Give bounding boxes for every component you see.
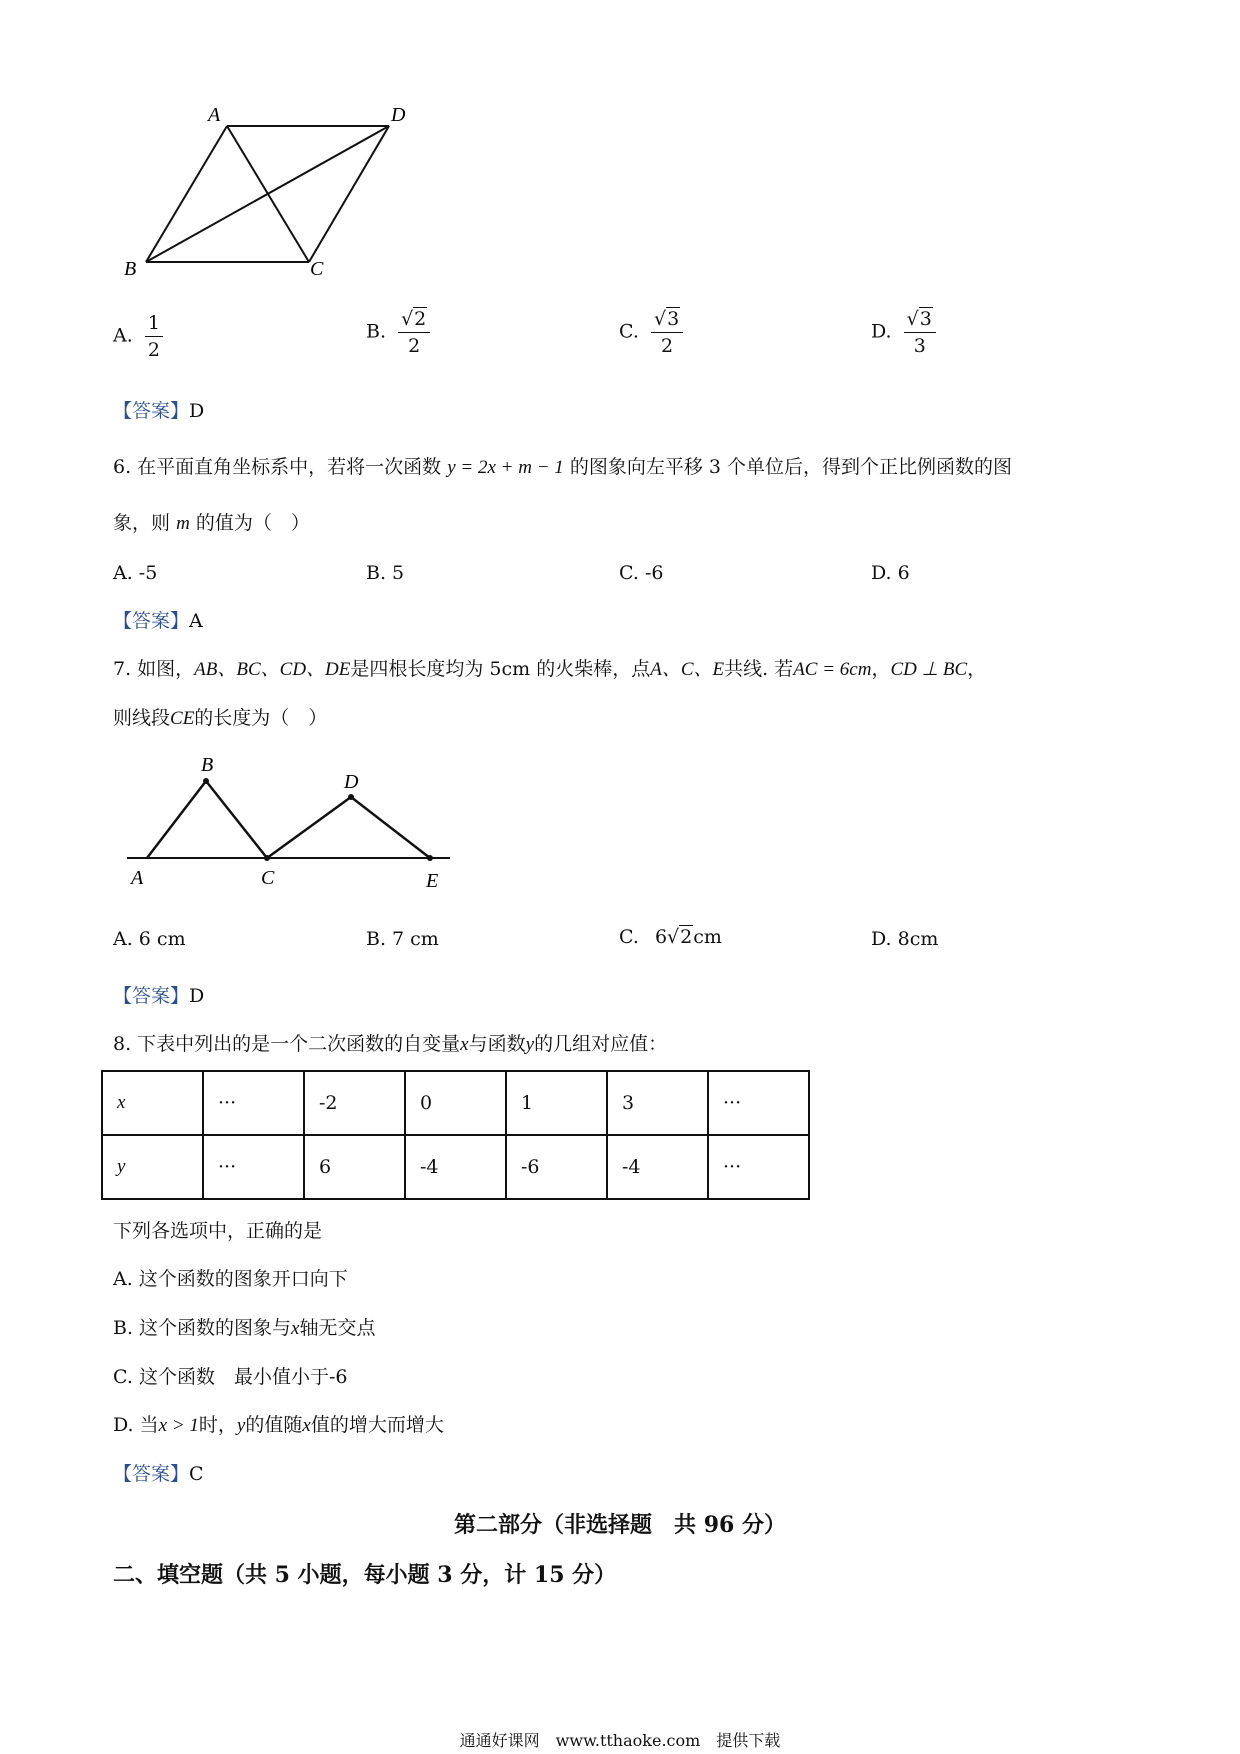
label-d: D [391, 104, 406, 126]
label-e: E [426, 870, 439, 892]
q8-answer [113, 1463, 204, 1486]
q7-stem-line1 [113, 658, 986, 682]
point-c [264, 855, 270, 861]
q8-var-y: y [236, 1415, 246, 1436]
label-a: A [208, 104, 221, 126]
answer-tag: 【答案】 [113, 1463, 190, 1485]
q8-option-c: C. 这个函数 最小值小于-6 [113, 1366, 348, 1388]
q7-text: 7. 如图， [113, 658, 195, 680]
numerator [904, 308, 936, 333]
q6-option-a: A. -5 [113, 562, 158, 584]
q8-stem [113, 1033, 667, 1057]
q7-option-a: A. 6 cm [113, 928, 186, 950]
q8-var-x: x [302, 1415, 311, 1436]
table-cell: y [102, 1135, 203, 1199]
fraction [904, 308, 936, 357]
denominator: 3 [913, 335, 926, 357]
q6-text: 6. 在平面直角坐标系中，若将一次函数 [113, 456, 442, 478]
table-cell: -4 [607, 1135, 708, 1199]
numerator [398, 308, 430, 333]
q7-text: 是四根长度均为 5cm 的火柴棒，点 [350, 658, 651, 680]
table-cell: ··· [708, 1071, 809, 1135]
q8-text: 值的增大而增大 [310, 1414, 444, 1436]
fraction [398, 308, 430, 357]
table-row-x [102, 1071, 809, 1135]
parallelogram-figure [110, 95, 430, 285]
q8-text: B. 这个函数的图象与 [113, 1317, 292, 1339]
table-cell: x [102, 1071, 203, 1135]
point-d [348, 794, 354, 800]
q6-text: 象，则 [113, 512, 171, 534]
q7-segments: AB、BC、CD、DE [194, 659, 351, 680]
edge-ab [146, 126, 227, 262]
table-cell: ··· [203, 1135, 304, 1199]
option-letter: D. [871, 320, 892, 343]
q7-text: ， [967, 658, 987, 680]
numerator [651, 308, 683, 333]
label-c: C [261, 867, 275, 889]
q7-text: 的长度为（ ） [194, 707, 328, 729]
answer-tag: 【答案】 [113, 400, 190, 422]
section2-title: 二、填空题（共 5 小题，每小题 3 分，计 15 分） [113, 1562, 617, 1588]
q6-option-b: B. 5 [366, 562, 405, 584]
fraction [145, 312, 163, 361]
q6-option-c: C. -6 [619, 562, 664, 584]
stick-de [351, 797, 430, 858]
q8-var-y: y [525, 1034, 535, 1055]
stick-cd [267, 797, 351, 858]
q7-option-d: D. 8cm [871, 928, 939, 950]
denominator: 2 [408, 335, 421, 357]
answer-value: D [189, 400, 205, 422]
edge-dc [309, 126, 389, 262]
point-e [427, 855, 433, 861]
table-cell: 0 [405, 1071, 506, 1135]
q6-option-d: D. 6 [871, 562, 910, 584]
label-b: B [201, 754, 214, 776]
values-table [101, 1070, 810, 1200]
q7-stem-line2 [113, 707, 327, 731]
part2-title: 第二部分（非选择题 共 96 分） [454, 1512, 786, 1538]
fraction [651, 308, 683, 357]
q6-formula: y = 2x + m − 1 [447, 457, 564, 478]
q8-prompt: 下列各选项中，正确的是 [113, 1220, 323, 1242]
q8-option-a: A. 这个函数的图象开口向下 [113, 1268, 348, 1290]
q7-text: 则线段 [113, 707, 171, 729]
unit: cm [693, 926, 722, 948]
q6-var-m: m [176, 513, 190, 534]
diagonal-bd [146, 126, 389, 262]
sqrt-symbol: √2 [667, 926, 693, 948]
q6-text: 的值为（ ） [195, 512, 310, 534]
q8-var-x: x [291, 1318, 300, 1339]
option-letter: C. [619, 320, 639, 343]
stick-bc [206, 781, 267, 858]
table-cell: -2 [304, 1071, 405, 1135]
q7-cond-ac: AC = 6cm [793, 659, 872, 680]
answer-value: C [189, 1463, 204, 1485]
q5-option-d [871, 308, 936, 357]
sqrt-symbol: √2 [401, 308, 427, 330]
label-b: B [124, 258, 137, 280]
option-letter: B. [366, 320, 387, 343]
label-c: C [310, 258, 324, 280]
q6-stem-line1 [113, 456, 1012, 480]
q7-cond-perp: CD ⊥ BC [890, 659, 968, 680]
q8-cond: x > 1 [158, 1415, 199, 1436]
q7-text: ， [871, 658, 891, 680]
q8-text: 轴无交点 [299, 1317, 376, 1339]
option-letter: A. [113, 324, 133, 347]
q8-option-b [113, 1317, 376, 1341]
stick-ab [147, 781, 206, 858]
sqrt-symbol: √3 [906, 308, 932, 330]
denominator: 2 [661, 335, 674, 357]
table-cell: ··· [203, 1071, 304, 1135]
sqrt-symbol: √3 [653, 308, 680, 330]
table-row-y [102, 1135, 809, 1199]
q6-text: 的图象向左平移 3 个单位后，得到个正比例函数的图 [569, 456, 1012, 478]
denominator: 2 [147, 339, 160, 361]
q8-var-x: x [460, 1034, 469, 1055]
q7-option-c [619, 926, 722, 948]
q8-text: 时， [198, 1414, 237, 1436]
answer-value: A [189, 610, 203, 632]
answer-value: D [189, 985, 205, 1007]
q8-text: D. 当 [113, 1414, 159, 1436]
matchstick-figure [115, 745, 465, 895]
q7-answer [113, 985, 204, 1008]
q8-text: 的值随 [245, 1414, 303, 1436]
q7-seg-ce: CE [170, 708, 195, 729]
q7-option-b: B. 7 cm [366, 928, 439, 950]
answer-tag: 【答案】 [113, 985, 190, 1007]
table-cell: 6 [304, 1135, 405, 1199]
q5-option-a [113, 312, 163, 361]
numerator: 1 [145, 312, 163, 337]
label-a: A [131, 867, 144, 889]
table-cell: 3 [607, 1071, 708, 1135]
q7-points: A、C、E [650, 659, 725, 680]
table-cell: ··· [708, 1135, 809, 1199]
label-d: D [344, 771, 359, 793]
q8-text: 8. 下表中列出的是一个二次函数的自变量 [113, 1033, 461, 1055]
footer-source: 通通好课网 www.tthaoke.com 提供下载 [459, 1731, 781, 1750]
table-cell: 1 [506, 1071, 607, 1135]
point-b [203, 778, 209, 784]
q8-text: 与函数 [468, 1033, 526, 1055]
option-letter: C. [619, 926, 639, 948]
table-cell: -4 [405, 1135, 506, 1199]
q5-option-c [619, 308, 683, 357]
q6-stem-line2 [113, 512, 310, 536]
q7-text: 共线. 若 [724, 658, 794, 680]
q8-option-d [113, 1414, 444, 1438]
coefficient: 6 [654, 926, 668, 948]
q5-option-b [366, 308, 430, 357]
q5-answer [113, 400, 204, 423]
answer-tag: 【答案】 [113, 610, 190, 632]
q8-text: 的几组对应值： [534, 1033, 668, 1055]
q6-answer [113, 610, 203, 633]
table-cell: -6 [506, 1135, 607, 1199]
